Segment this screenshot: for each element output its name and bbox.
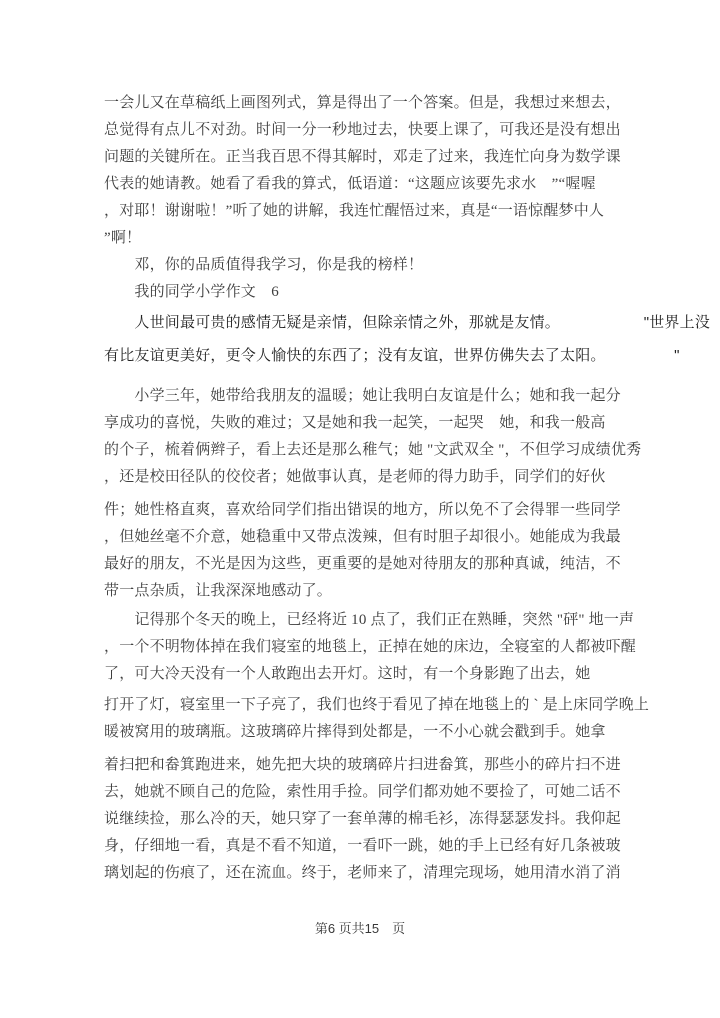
text-line: 问题的关键所在。正当我百思不得其解时，邓走了过来，我连忙向身为数学课 bbox=[104, 149, 621, 165]
page-footer: 第6 页共15 页 bbox=[314, 921, 406, 936]
text-line: 打开了灯，寝室里一下子亮了，我们也终于看见了掉在地毯上的 ` 是上床同学晚上 bbox=[104, 697, 650, 713]
paragraph-1 bbox=[104, 90, 644, 252]
text-line: 总觉得有点儿不对劲。时间一分一秒地过去，快要上课了，可我还是没有想出 bbox=[104, 122, 621, 138]
paragraph-7 bbox=[104, 497, 644, 605]
text-line: 说继续捡，那么冷的天，她只穿了一套单薄的棉毛衫，冻得瑟瑟发抖。我仰起 bbox=[104, 811, 621, 827]
text-line: 去，她就不顾自己的危险，索性用手捡。同学们都劝她不要捡了，可她二话不 bbox=[104, 784, 621, 800]
text-line: 身，仔细地一看，真是不看不知道，一看吓一跳，她的手上已经有好几条被玻 bbox=[104, 838, 621, 854]
text-line: 人世间最可贵的感情无疑是亲情，但除亲情之外，那就是友情。 "世界上没 bbox=[104, 314, 711, 331]
text-line: ，一个不明物体掉在我们寝室的地毯上，正掉在她的床边，全寝室的人都被吓醒 bbox=[104, 639, 637, 655]
text-line: 有比友谊更美好，更令人愉快的东西了；没有友谊，世界仿佛失去了太阳。 " bbox=[104, 347, 680, 364]
text-line: 一会儿又在草稿纸上画图列式，算是得出了一个答案。但是，我想过来想去， bbox=[104, 95, 621, 111]
text-line: 带一点杂质，让我深深地感动了。 bbox=[104, 583, 333, 599]
text-line: ，但她丝毫不介意，她稳重中又带点泼辣，但有时胆子却很小。她能成为我最 bbox=[104, 529, 621, 545]
paragraph-6 bbox=[104, 437, 644, 491]
paragraph-9 bbox=[104, 692, 650, 746]
text-line: 我的同学小学作文 6 bbox=[104, 284, 279, 300]
paragraph-4-quote bbox=[104, 306, 711, 372]
text-line: 的个子，梳着俩辫子，看上去还是那么稚气；她 "文武双全 "，不但学习成绩优秀 bbox=[104, 442, 642, 458]
paragraph-3-section-title bbox=[104, 279, 644, 306]
paragraph-8 bbox=[104, 607, 644, 688]
text-line: ，对耶！谢谢啦！”听了她的讲解，我连忙醒悟过来，真是“一语惊醒梦中人 bbox=[104, 203, 605, 219]
text-line: 代表的她请教。她看了看我的算式，低语道：“这题应该要先求水 ”“喔喔 bbox=[104, 176, 596, 192]
text-line: ，还是校田径队的佼佼者；她做事认真，是老师的得力助手，同学们的好伙 bbox=[104, 469, 606, 485]
paragraph-5 bbox=[104, 383, 644, 437]
text-line: 暖被窝用的玻璃瓶。这玻璃碎片摔得到处都是，一不小心就会戳到手。她拿 bbox=[104, 724, 606, 740]
text-line: 件；她性格直爽，喜欢给同学们指出错误的地方，所以免不了会得罪一些同学 bbox=[104, 502, 621, 518]
paragraph-2 bbox=[104, 252, 644, 279]
text-line: 小学三年，她带给我朋友的温暖；她让我明白友谊是什么；她和我一起分 bbox=[104, 388, 621, 404]
text-line: 记得那个冬天的晚上，已经将近 10 点了，我们正在熟睡，突然 "砰" 地一声 bbox=[104, 612, 635, 628]
text-line: 邓，你的品质值得我学习，你是我的榜样！ bbox=[104, 257, 424, 273]
text-line: 着扫把和畚箕跑进来，她先把大块的玻璃碎片扫进畚箕，那些小的碎片扫不进 bbox=[104, 757, 621, 773]
text-line: 享成功的喜悦，失败的难过；又是她和我一起笑，一起哭 她，和我一般高 bbox=[104, 415, 606, 431]
text-line: 璃划起的伤痕了，还在流血。终于，老师来了，清理完现场，她用清水消了消 bbox=[104, 865, 621, 881]
text-line: 了，可大冷天没有一个人敢跑出去开灯。这时，有一个身影跑了出去，她 bbox=[104, 666, 591, 682]
text-line: 最好的朋友，不光是因为这些，更重要的是她对待朋友的那种真诚，纯洁，不 bbox=[104, 556, 621, 572]
text-line: ”啊！ bbox=[104, 230, 142, 246]
document-body bbox=[104, 90, 711, 887]
paragraph-10 bbox=[104, 752, 644, 887]
